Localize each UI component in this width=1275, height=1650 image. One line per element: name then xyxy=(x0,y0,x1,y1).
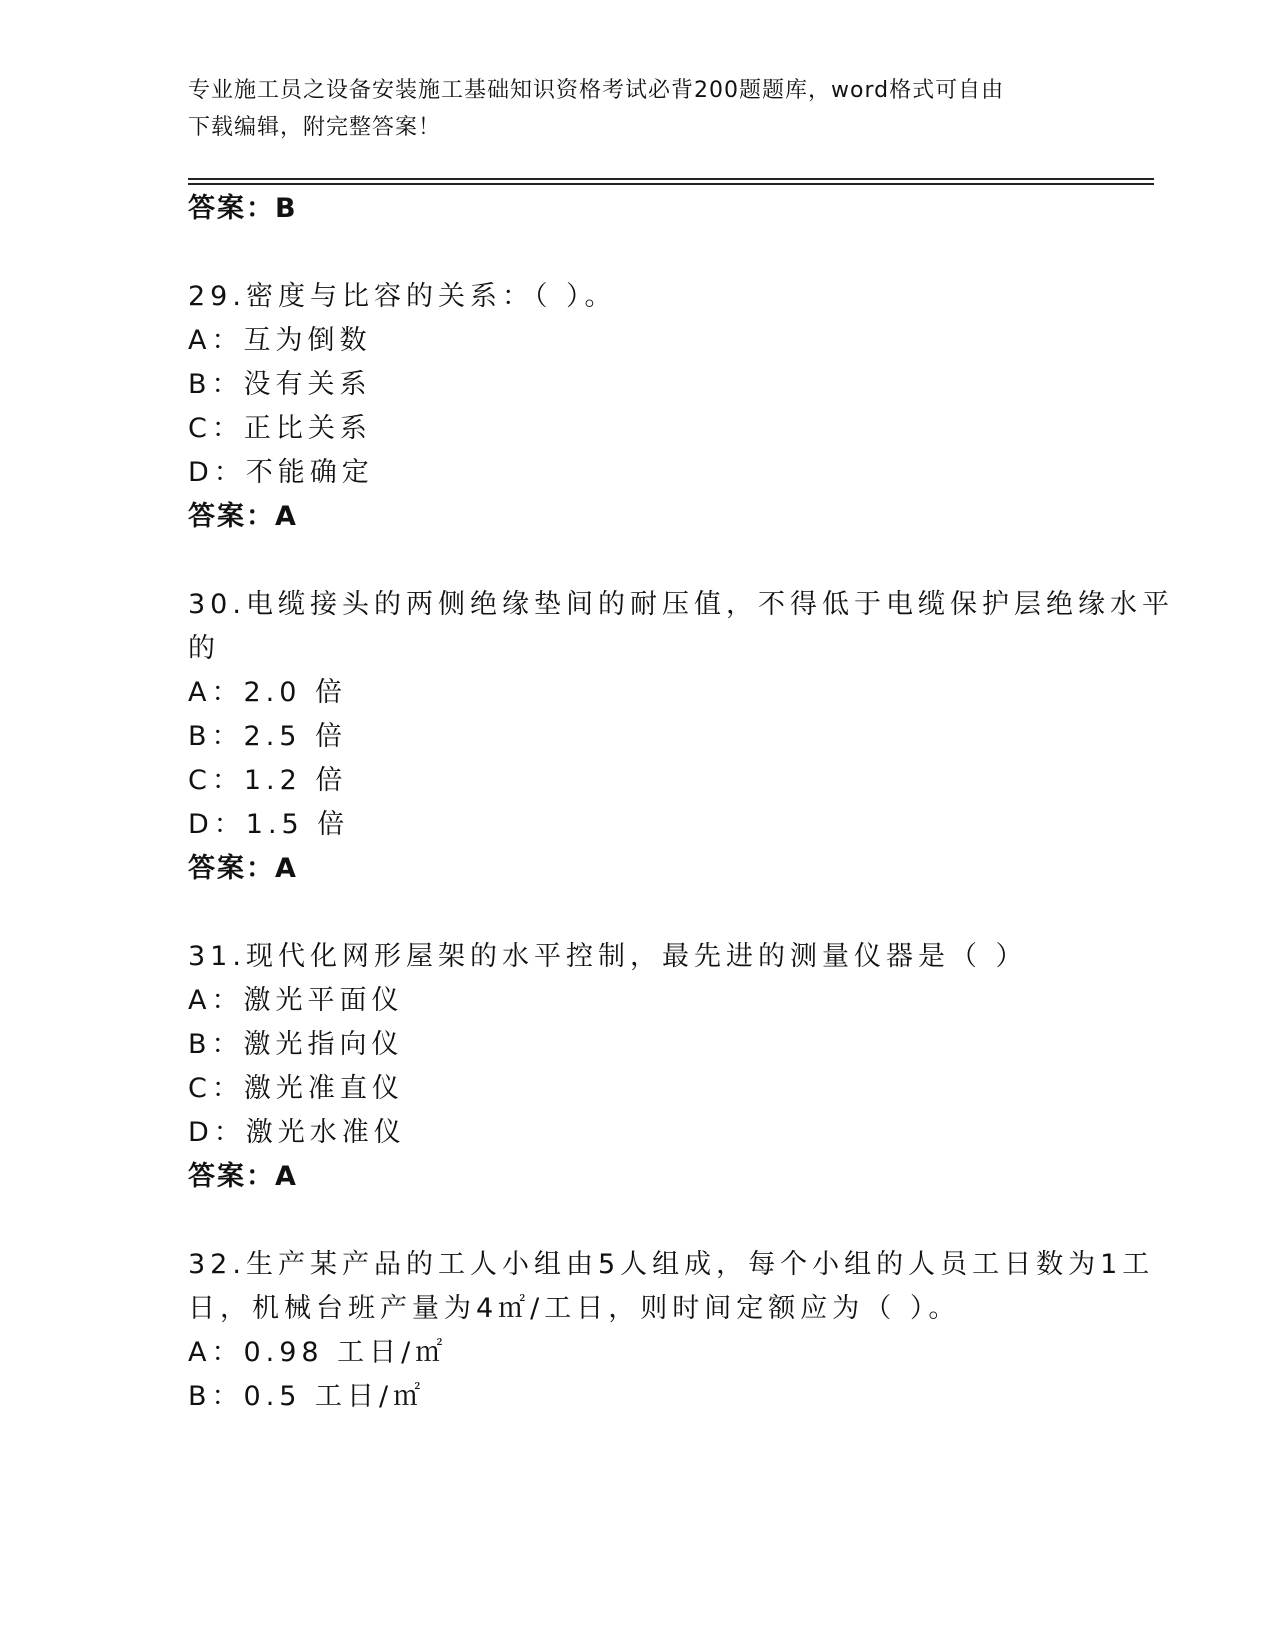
question-30-option-c: C：1.2 倍 xyxy=(188,765,348,796)
question-32-stem-continued: 日，机械台班产量为4㎡/工日，则时间定额应为（ ）。 xyxy=(188,1293,961,1324)
question-29-option-c: C：正比关系 xyxy=(188,413,372,444)
header-line-1: 专业施工员之设备安装施工基础知识资格考试必背200题题库，word格式可自由 xyxy=(188,78,1005,103)
question-30-option-b: B：2.5 倍 xyxy=(188,721,348,752)
question-30-option-a: A：2.0 倍 xyxy=(188,677,347,708)
question-29-option-a: A：互为倒数 xyxy=(188,325,372,356)
question-29-option-b: B：没有关系 xyxy=(188,369,372,400)
question-31-option-d: D：激光水准仪 xyxy=(188,1117,406,1148)
question-30-stem-continued: 的 xyxy=(188,633,220,664)
question-31-stem: 31.现代化网形屋架的水平控制，最先进的测量仪器是（ ） xyxy=(188,941,1028,972)
question-31-option-b: B：激光指向仪 xyxy=(188,1029,404,1060)
header-divider-bottom xyxy=(188,183,1154,185)
question-31-option-a: A：激光平面仪 xyxy=(188,985,404,1016)
question-30-stem: 30.电缆接头的两侧绝缘垫间的耐压值，不得低于电缆保护层绝缘水平 xyxy=(188,589,1174,620)
question-29-option-d: D：不能确定 xyxy=(188,457,374,488)
question-32-stem: 32.生产某产品的工人小组由5人组成，每个小组的人员工日数为1工 xyxy=(188,1249,1155,1280)
question-30-answer: 答案：A xyxy=(188,853,298,884)
question-31-answer: 答案：A xyxy=(188,1161,298,1192)
question-31-option-c: C：激光准直仪 xyxy=(188,1073,404,1104)
question-29-stem: 29.密度与比容的关系：（ ）。 xyxy=(188,281,617,312)
question-30-option-d: D：1.5 倍 xyxy=(188,809,350,840)
header-line-2: 下载编辑，附完整答案！ xyxy=(188,115,442,140)
document-header xyxy=(188,72,1088,146)
question-32-option-a: A：0.98 工日/㎡ xyxy=(188,1337,448,1368)
previous-answer: 答案：B xyxy=(188,193,298,224)
question-29-answer: 答案：A xyxy=(188,501,298,532)
question-32-option-b: B：0.5 工日/㎡ xyxy=(188,1381,426,1412)
header-divider-top xyxy=(188,178,1154,180)
